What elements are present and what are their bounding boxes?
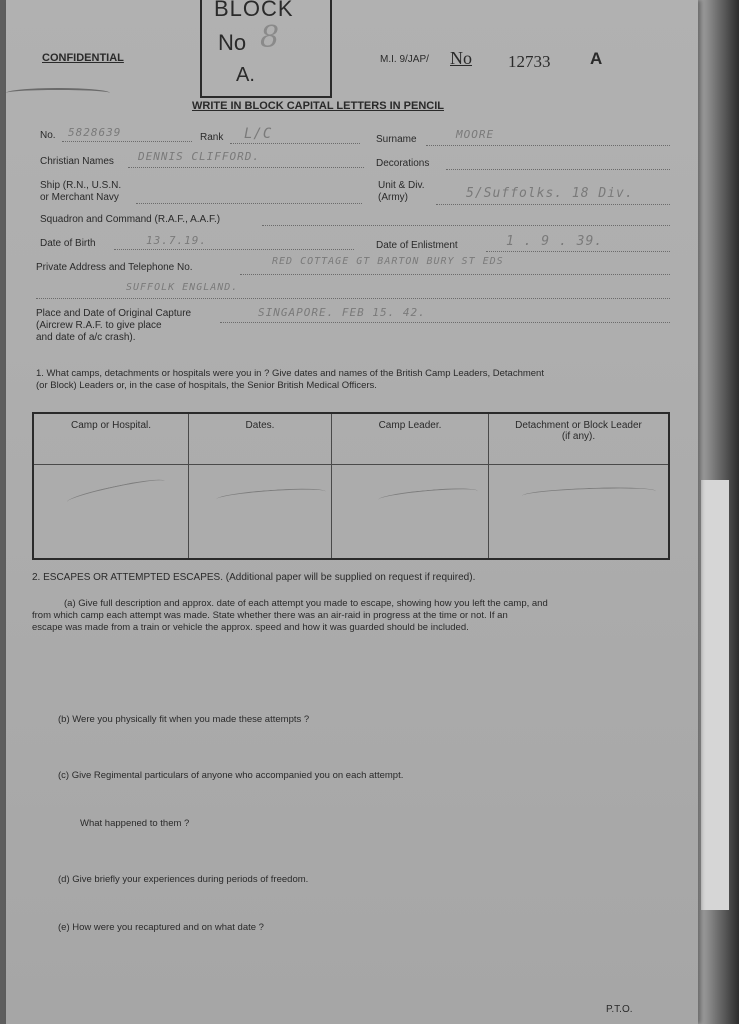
binding-string — [6, 88, 110, 98]
camps-cell — [332, 465, 489, 560]
page-tab — [700, 480, 729, 910]
capture-label-2: (Aircrew R.A.F. to give place — [36, 320, 162, 331]
unit-line — [436, 204, 670, 205]
enlistment-value: 1 . 9 . 39. — [506, 234, 604, 249]
instruction-heading: WRITE IN BLOCK CAPITAL LETTERS IN PENCIL — [192, 100, 444, 112]
form-suffix: A — [590, 49, 603, 68]
section2-heading: 2. ESCAPES OR ATTEMPTED ESCAPES. (Additional paper will be supplied on request if required). — [32, 572, 476, 583]
number-label: No — [450, 48, 472, 68]
address-line-2 — [36, 298, 670, 299]
rank-value: L/C — [244, 126, 273, 142]
surname-label: Surname — [376, 134, 417, 145]
section2-a-line-3: escape was made from a train or vehicle the approx. speed and how it was guarded should be included. — [32, 622, 469, 633]
no-label: No. — [40, 130, 56, 141]
address-value-1: RED COTTAGE GT BARTON BURY ST EDS — [272, 256, 504, 267]
christian-names-value: DENNIS CLIFFORD. — [138, 150, 260, 163]
section2-a-line-1: (a) Give full description and approx. date of each attempt you made to escape, showing how you left the camp, and — [64, 598, 548, 609]
col-camp-leader: Camp Leader. — [332, 413, 489, 465]
section1-question-2: (or Block) Leaders or, in the case of hospitals, the Senior British Medical Officers. — [36, 380, 377, 391]
section2-c-followup: What happened to them ? — [80, 818, 190, 829]
camps-cell — [489, 465, 670, 560]
no-value: 5828639 — [68, 126, 122, 139]
squadron-label: Squadron and Command (R.A.F., A.A.F.) — [40, 214, 221, 225]
col-camp-or-hospital: Camp or Hospital. — [33, 413, 189, 465]
col-detachment-leader: Detachment or Block Leader (if any). — [489, 413, 670, 465]
enlistment-line — [486, 251, 670, 252]
section2-a-line-2: from which camp each attempt was made. State whether there was an air-raid in progress at the time or not. If an — [32, 610, 508, 621]
form-page — [6, 0, 698, 1024]
section1-question-1: 1. What camps, detachments or hospitals were you in ? Give dates and names of the British Camp Leaders, Detachment — [36, 368, 544, 379]
confidential-label: CONFIDENTIAL — [42, 52, 124, 64]
rank-line — [230, 143, 360, 144]
no-line — [62, 141, 192, 142]
stamp-letter: A. — [236, 64, 255, 86]
section2-d: (d) Give briefly your experiences during periods of freedom. — [58, 874, 309, 885]
section2-c: (c) Give Regimental particulars of anyone who accompanied you on each attempt. — [58, 770, 404, 781]
christian-names-label: Christian Names — [40, 156, 114, 167]
unit-label-2: (Army) — [378, 192, 408, 203]
ship-label-2: or Merchant Navy — [40, 192, 119, 203]
address-line-1 — [240, 274, 670, 275]
dob-line — [114, 249, 354, 250]
christian-names-line — [128, 167, 364, 168]
capture-value: SINGAPORE. FEB 15. 42. — [258, 306, 426, 319]
camps-cell — [189, 465, 332, 560]
ship-line — [136, 203, 362, 204]
pto-label: P.T.O. — [606, 1004, 633, 1015]
form-number: 12733 — [508, 52, 551, 71]
capture-label-1: Place and Date of Original Capture — [36, 308, 192, 319]
surname-line — [426, 145, 670, 146]
address-label: Private Address and Telephone No. — [36, 262, 193, 273]
address-value-2: SUFFOLK ENGLAND. — [126, 282, 239, 293]
section2-b: (b) Were you physically fit when you made these attempts ? — [58, 714, 310, 725]
ship-label-1: Ship (R.N., U.S.N. — [40, 180, 122, 191]
block-stamp — [200, 0, 332, 98]
stamp-block: BLOCK — [214, 0, 294, 21]
col-dates: Dates. — [189, 413, 332, 465]
form-ref: M.I. 9/JAP/ — [380, 54, 429, 65]
camps-cell — [33, 465, 189, 560]
stamp-no: No — [218, 30, 247, 55]
decorations-label: Decorations — [376, 158, 430, 169]
squadron-line — [262, 225, 670, 226]
decorations-line — [446, 169, 670, 170]
surname-value: MOORE — [456, 128, 495, 141]
dob-label: Date of Birth — [40, 238, 96, 249]
unit-label-1: Unit & Div. — [378, 180, 425, 191]
enlistment-label: Date of Enlistment — [376, 240, 458, 251]
unit-value: 5/Suffolks. 18 Div. — [466, 186, 634, 201]
stamp-number: 8 — [260, 20, 280, 55]
section2-e: (e) How were you recaptured and on what date ? — [58, 922, 264, 933]
capture-line — [220, 322, 670, 323]
dob-value: 13.7.19. — [146, 234, 207, 247]
capture-label-3: and date of a/c crash). — [36, 332, 136, 343]
rank-label: Rank — [200, 132, 224, 143]
